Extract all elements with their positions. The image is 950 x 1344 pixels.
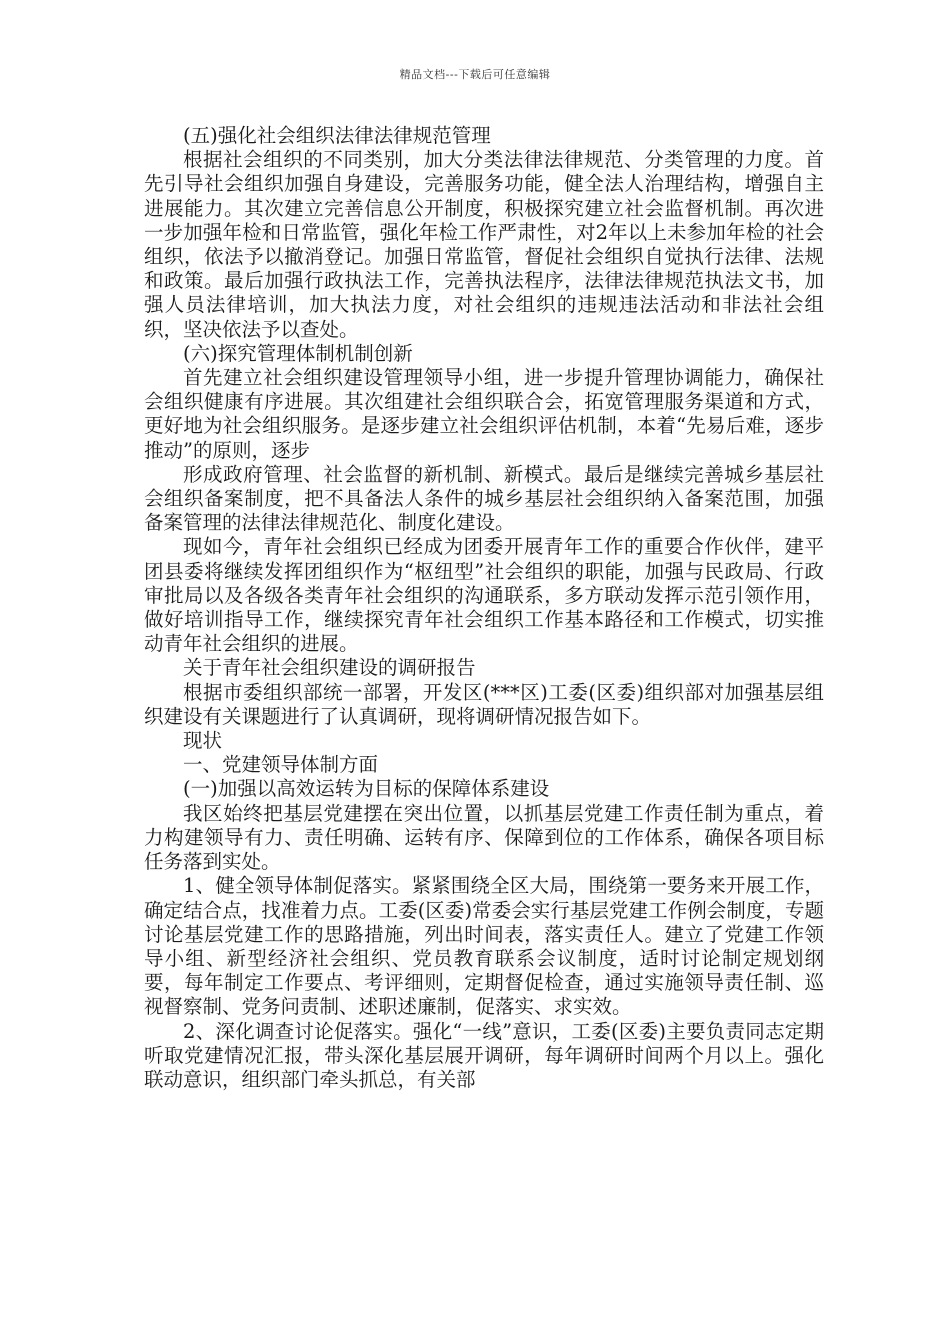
paragraph: 2、深化调查讨论促落实。强化“一线”意识，工委(区委)主要负责同志定期听取党建情况汇报，带头深化基层展开调研，每年调研时间两个月以上。强化联动意识，组织部门牵头抓总，有关部	[144, 1019, 824, 1091]
section-heading-5: (五)强化社会组织法律法律规范管理	[183, 124, 491, 147]
paragraph: 1、健全领导体制促落实。紧紧围绕全区大局，围绕第一要务来开展工作，确定结合点，找准着力点。工委(区委)常委会实行基层党建工作例会制度，专题讨论基层党建工作的思路措施，列出时间表，落实责任人。建立了党建工作领导小组、新型经济社会组织、党员教育联系会议制度，适时讨论制定规划纲要，每年制定工作要点、考评细则，定期督促检查，通过实施领导责任制、巡视督察制、党务问责制、述职述廉制，促落实、求实效。	[144, 874, 824, 1019]
paragraph: 形成政府管理、社会监督的新机制、新模式。最后是继续完善城乡基层社会组织备案制度，把不具备法人条件的城乡基层社会组织纳入备案范围，加强备案管理的法律法律规范化、制度化建设。	[144, 462, 824, 535]
page-header: 精品文档---下载后可任意编辑	[399, 68, 551, 81]
section-heading-status: 现状	[183, 729, 223, 753]
section-heading-6: (六)探究管理体制机制创新	[183, 341, 413, 365]
report-title: 关于青年社会组织建设的调研报告	[183, 656, 476, 680]
paragraph: 我区始终把基层党建摆在突出位置，以抓基层党建工作责任制为重点，着力构建领导有力、责任明确、运转有序、保障到位的工作体系，确保各项目标任务落到实处。	[144, 801, 824, 874]
paragraph: 根据市委组织部统一部署，开发区(***区)工委(区委)组织部对加强基层组织建设有关课题进行了认真调研，现将调研情况报告如下。	[144, 680, 824, 728]
paragraph: 首先建立社会组织建设管理领导小组，进一步提升管理协调能力，确保社会组织健康有序进展。其次组建社会组织联合会，拓宽管理服务渠道和方式，更好地为社会组织服务。是逐步建立社会组织评估机制，本着“先易后难，逐步推动”的原则，逐步	[144, 366, 824, 462]
document-body	[144, 124, 824, 1092]
paragraph: 根据社会组织的不同类别，加大分类法律法律规范、分类管理的力度。首先引导社会组织加强自身建设，完善服务功能，健全法人治理结构，增强自主进展能力。其次建立完善信息公开制度，积极探究建立社会监督机制。再次进一步加强年检和日常监管，强化年检工作严肃性，对2年以上未参加年检的社会组织，依法予以撤消登记。加强日常监管，督促社会组织自觉执行法律、法规和政策。最后加强行政执法工作，完善执法程序，法律法律规范执法文书，加强人员法律培训，加大执法力度，对社会组织的违规违法活动和非法社会组织，坚决依法予以查处。	[144, 148, 824, 341]
subsection-heading-1: (一)加强以高效运转为目标的保障体系建设	[183, 777, 550, 801]
section-heading-1: 一、党建领导体制方面	[183, 753, 379, 777]
paragraph: 现如今，青年社会组织已经成为团委开展青年工作的重要合作伙伴，建平团县委将继续发挥团组织作为“枢纽型”社会组织的职能，加强与民政局、行政审批局以及各级各类青年社会组织的沟通联系，多方联动发挥示范引领作用，做好培训指导工作，继续探究青年社会组织工作基本路径和工作模式，切实推动青年社会组织的进展。	[144, 535, 824, 656]
